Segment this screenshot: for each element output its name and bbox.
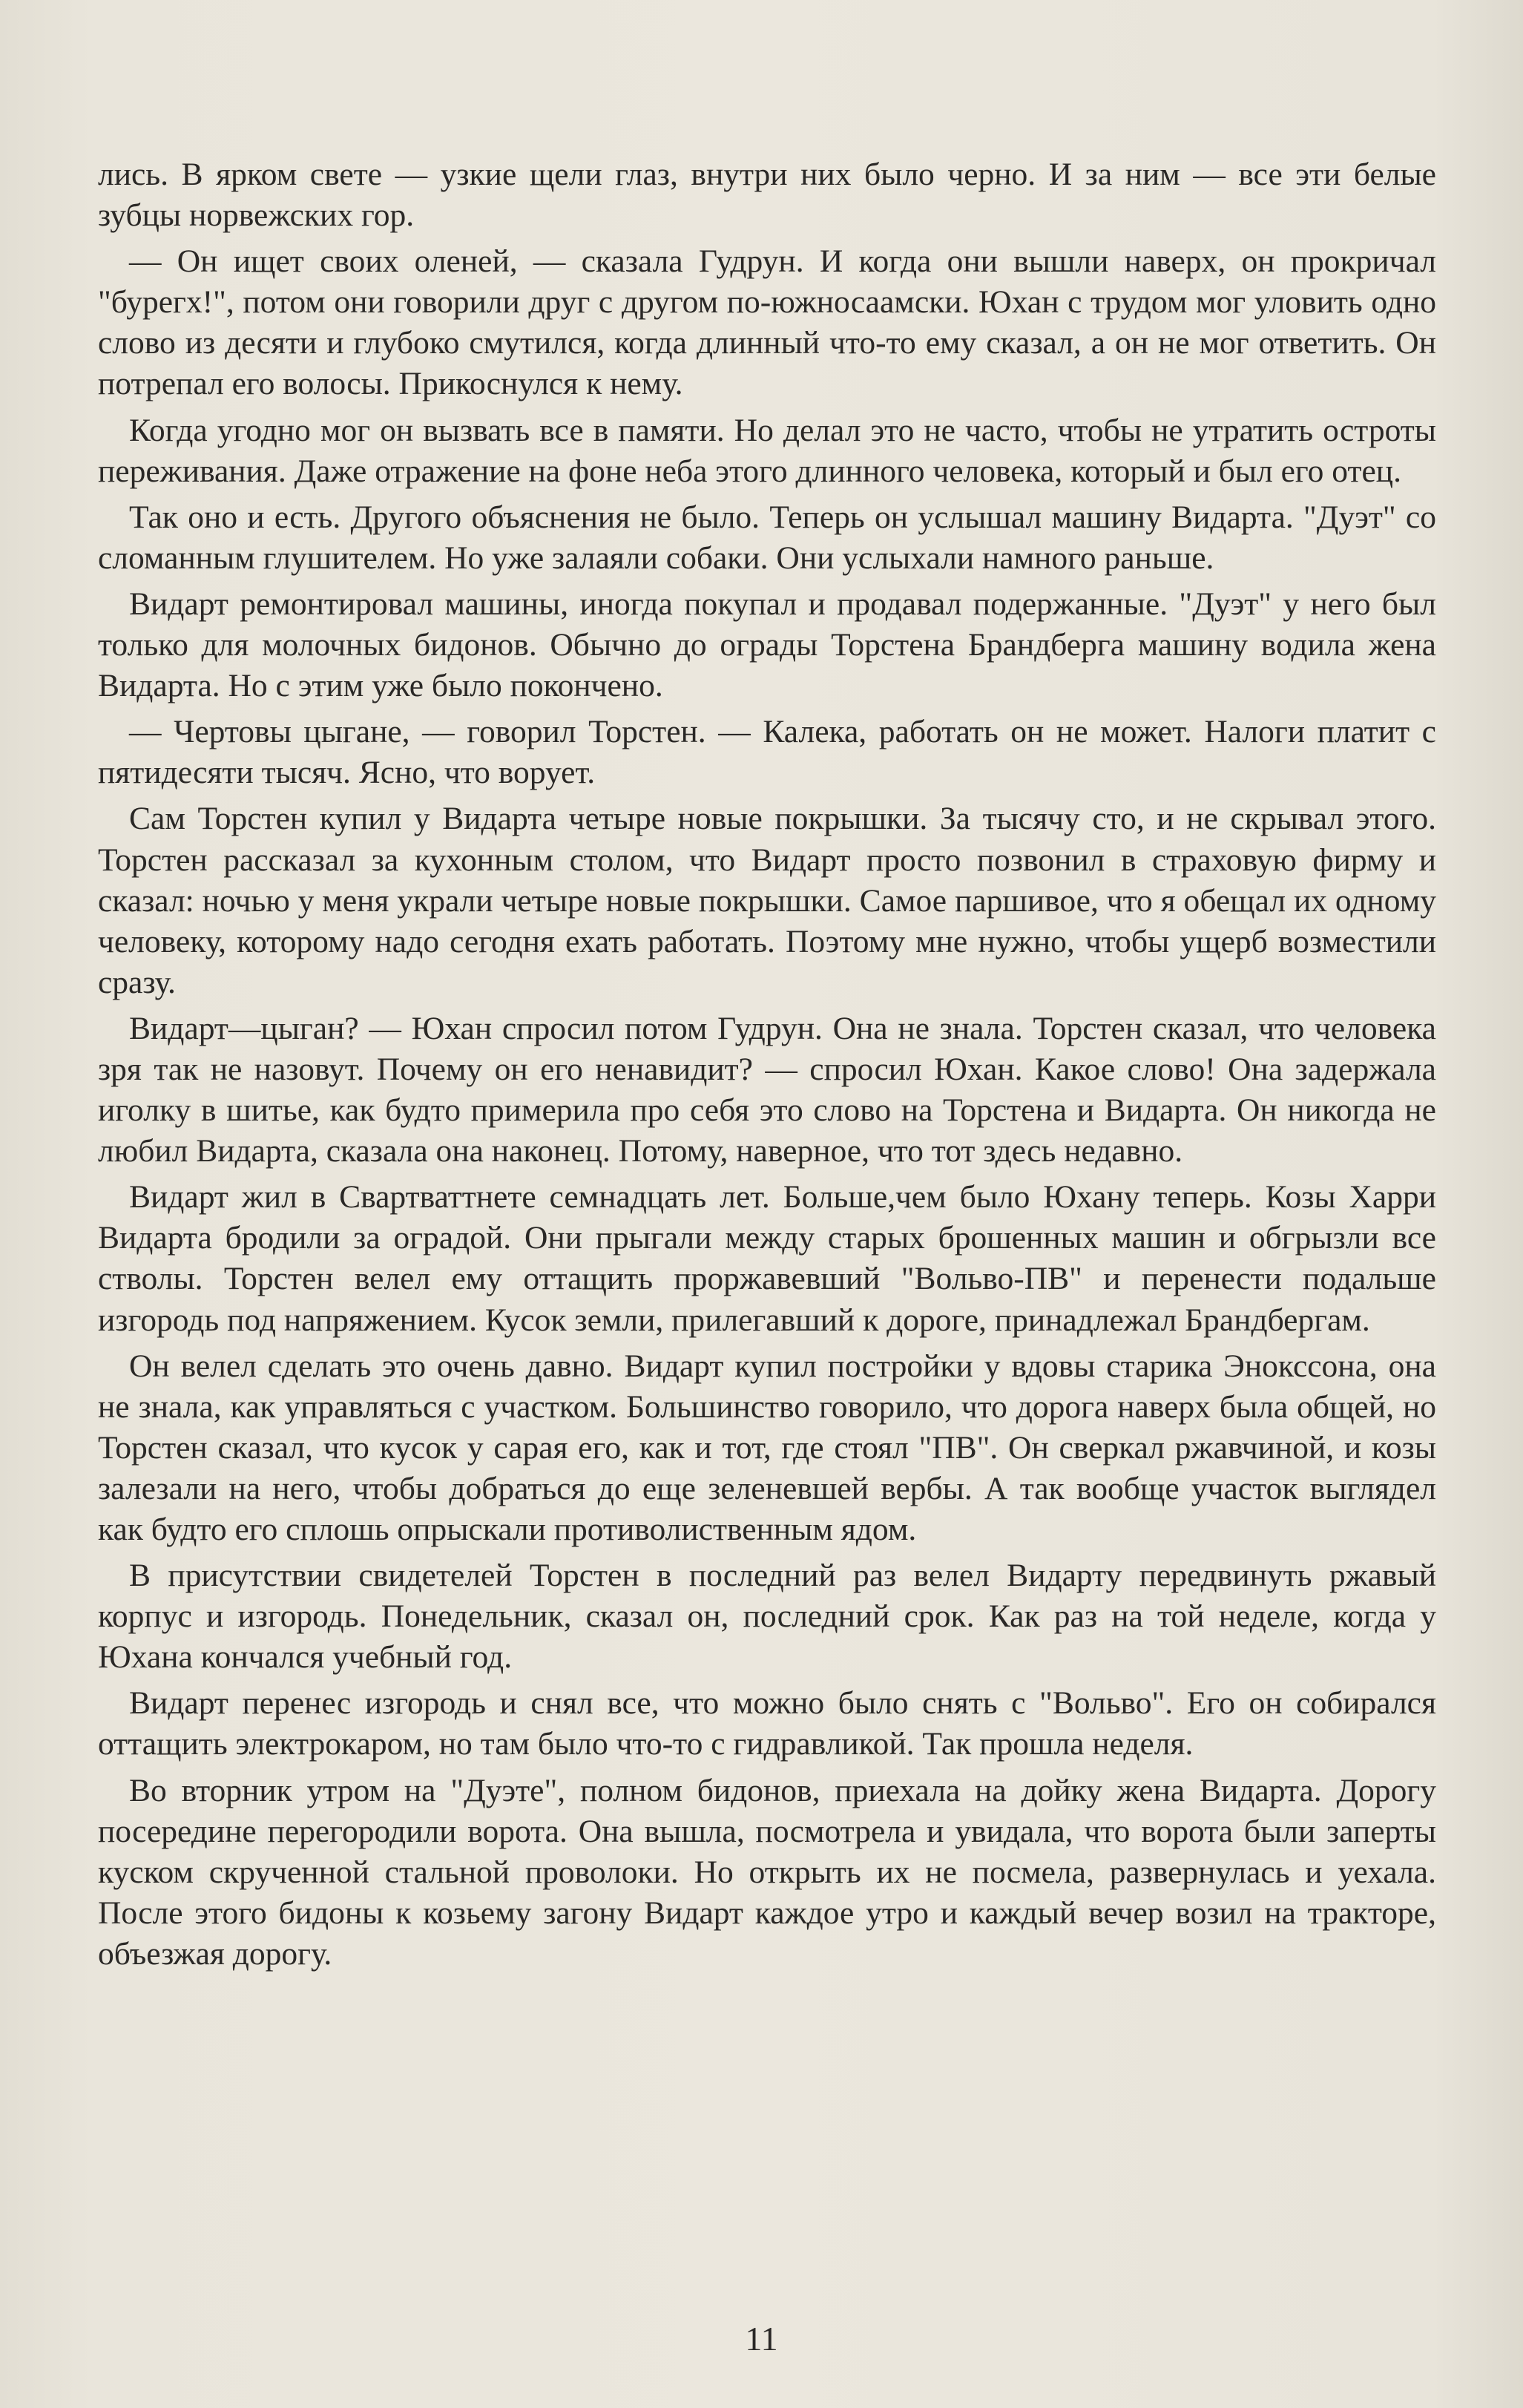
paragraph: — Чертовы цыгане, — говорил Торстен. — Калека, работать он не может. Налоги платит с пятидесяти тысяч. Ясно, что ворует.: [98, 714, 1436, 791]
paragraph: Видарт перенес изгородь и снял все, что можно было снять с "Вольво". Его он собирался оттащить электрокаром, но там было что-то с гидравликой. Так прошла неделя.: [98, 1685, 1436, 1762]
paragraph: Когда угодно мог он вызвать все в памяти. Но делал это не часто, чтобы не утратить остроты переживания. Даже отражение на фоне неба этого длинного человека, который и был его отец.: [98, 412, 1436, 489]
paragraph: Во вторник утром на "Дуэте", полном бидонов, приехала на дойку жена Видарта. Дорогу посередине перегородили ворота. Она вышла, посмотрела и увидала, что ворота были заперты куском скрученной стальной проволоки. Но открыть их не посмела, развернулась и уехала. После этого бидоны к козьему загону Видарт каждое утро и каждый вечер возил на тракторе, объезжая дорогу.: [98, 1772, 1436, 1972]
paragraph: Видарт жил в Свартваттнете семнадцать лет. Больше,чем было Юхану теперь. Козы Харри Видарта бродили за оградой. Они прыгали между старых брошенных машин и обгрызли все стволы. Торстен велел ему оттащить проржавевший "Вольво-ПВ" и перенести подальше изгородь под напряжением. Кусок земли, прилегавший к дороге, принадлежал Брандбергам.: [98, 1179, 1436, 1338]
paragraph: Он велел сделать это очень давно. Видарт купил постройки у вдовы старика Энокссона, она не знала, как управляться с участком. Большинство говорило, что дорога наверх была общей, но Торстен сказал, что кусок у сарая его, как и тот, где стоял "ПВ". Он сверкал ржавчиной, и козы залезали на него, чтобы добраться до еще зеленевшей вербы. А так вообще участок выглядел как будто его сплошь опрыскали противолиственным ядом.: [98, 1348, 1436, 1547]
paragraph: лись. В ярком свете — узкие щели глаз, внутри них было черно. И за ним — все эти белые зубцы норвежских гор.: [98, 157, 1436, 234]
paragraph: — Он ищет своих оленей, — сказала Гудрун. И когда они вышли наверх, он прокричал "бурегх!", потом они говорили друг с другом по-южносаамски. Юхан с трудом мог уловить одно слово из десяти и глубоко смутился, когда длинный что-то ему сказал, а он не мог ответить. Он потрепал его волосы. Прикоснулся к нему.: [98, 243, 1436, 402]
paragraph: Сам Торстен купил у Видарта четыре новые покрышки. За тысячу сто, и не скрывал этого. Торстен рассказал за кухонным столом, что Видарт просто позвонил в страховую фирму и сказал: ночью у меня украли четыре новые покрышки. Самое паршивое, что я обещал их одному человеку, которому надо сегодня ехать работать. Поэтому мне нужно, чтобы ущерб возместили сразу.: [98, 801, 1436, 1000]
paragraph: Так оно и есть. Другого объяснения не было. Теперь он услышал машину Видарта. "Дуэт" со сломанным глушителем. Но уже залаяли собаки. Они услыхали намного раньше.: [98, 499, 1436, 576]
paragraph: Видарт ремонтировал машины, иногда покупал и продавал подержанные. "Дуэт" у него был только для молочных бидонов. Обычно до ограды Торстена Брандберга машину водила жена Видарта. Но с этим уже было покончено.: [98, 585, 1436, 704]
paragraph: Видарт—цыган? — Юхан спросил потом Гудрун. Она не знала. Торстен сказал, что человека зря так не назовут. Почему он его ненавидит? — спросил Юхан. Какое слово! Она задержала иголку в шитье, как будто примерила про себя это слово на Торстена и Видарта. Он никогда не любил Видарта, сказала она наконец. Потому, наверное, что тот здесь недавно.: [98, 1010, 1436, 1169]
page-number: 11: [745, 2320, 778, 2358]
paragraph: В присутствии свидетелей Торстен в последний раз велел Видарту передвинуть ржавый корпус и изгородь. Понедельник, сказал он, последний срок. Как раз на той неделе, когда у Юхана кончался учебный год.: [98, 1558, 1436, 1676]
body-text: [98, 154, 1436, 1980]
